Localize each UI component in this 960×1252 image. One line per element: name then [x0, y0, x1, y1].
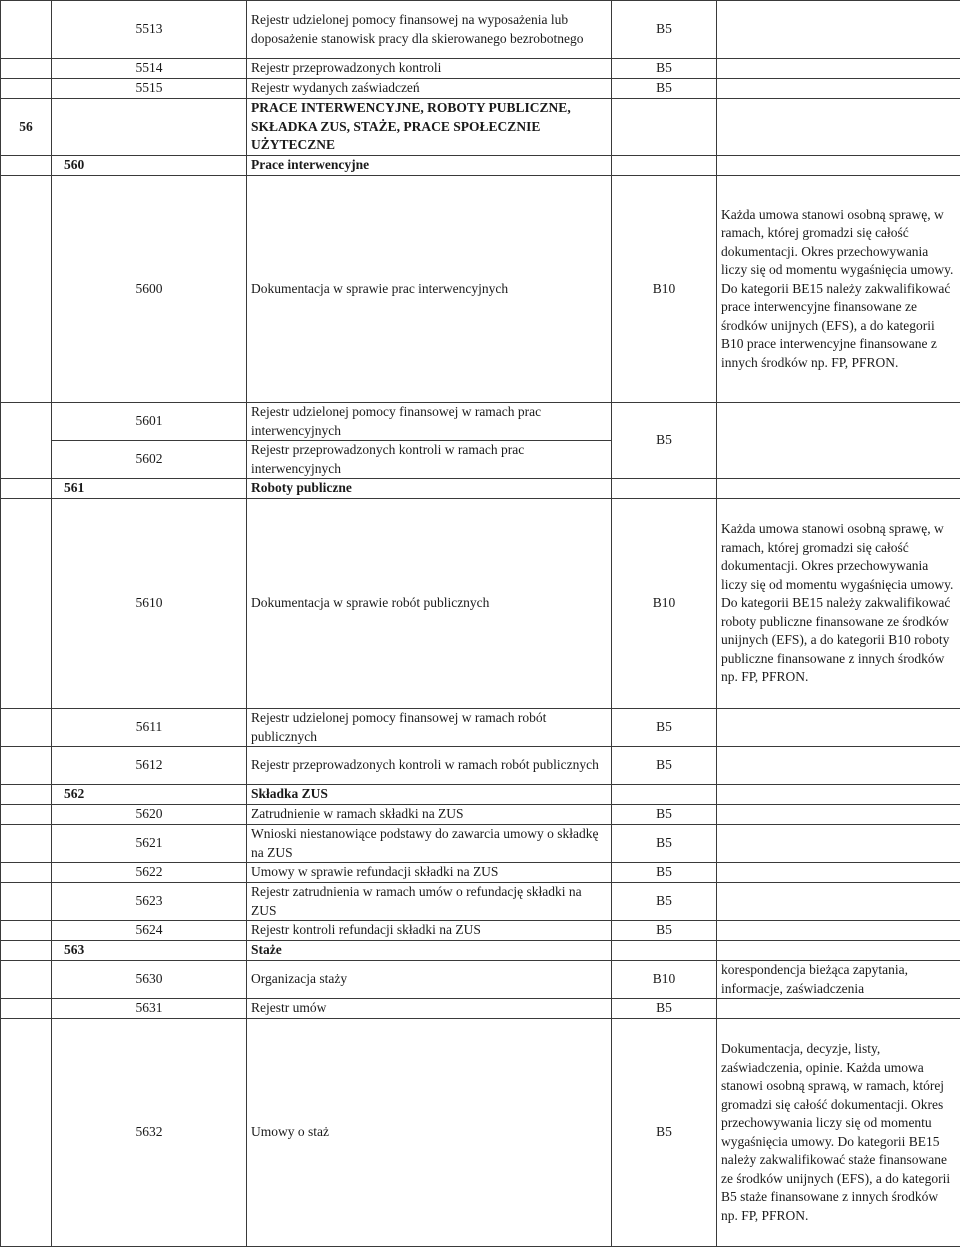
title-cell: Rejestr przeprowadzonych kontroli w ramach robót publicznych: [247, 747, 612, 785]
notes-cell: [717, 99, 960, 156]
symbol-cell: 5623: [52, 883, 247, 921]
section-code-cell: [1, 999, 52, 1019]
symbol-cell: 561: [52, 479, 247, 499]
title-cell: Składka ZUS: [247, 785, 612, 805]
table-row: [1, 499, 960, 709]
table-row: [1, 176, 960, 403]
notes-cell: [717, 709, 960, 747]
section-code-cell: [1, 156, 52, 176]
symbol-cell: 5630: [52, 961, 247, 999]
notes-cell: [717, 863, 960, 883]
symbol-cell: 5624: [52, 921, 247, 941]
title-cell: Staże: [247, 941, 612, 961]
title-cell: Prace interwencyjne: [247, 156, 612, 176]
category-cell: B5: [612, 709, 717, 747]
symbol-cell: 5602: [52, 441, 247, 479]
section-code-cell: [1, 479, 52, 499]
category-cell: [612, 941, 717, 961]
table-row: [1, 825, 960, 863]
category-cell: B5: [612, 1, 717, 59]
table-row: [1, 479, 960, 499]
category-cell: [612, 479, 717, 499]
title-cell: Rejestr zatrudnienia w ramach umów o refundację składki na ZUS: [247, 883, 612, 921]
table-row: [1, 99, 960, 156]
title-cell: Umowy o staż: [247, 1019, 612, 1247]
notes-cell: [717, 403, 960, 479]
section-code-cell: [1, 176, 52, 403]
section-code-cell: [1, 709, 52, 747]
table-row: [1, 1019, 960, 1247]
section-code-cell: [1, 79, 52, 99]
table-row: [1, 403, 960, 441]
symbol-cell: 5631: [52, 999, 247, 1019]
symbol-cell: 5612: [52, 747, 247, 785]
symbol-cell: 5513: [52, 1, 247, 59]
table-row: [1, 1, 960, 59]
title-cell: Rejestr przeprowadzonych kontroli w ramach prac interwencyjnych: [247, 441, 612, 479]
category-cell: B10: [612, 176, 717, 403]
category-cell: B5: [612, 883, 717, 921]
title-cell: Rejestr umów: [247, 999, 612, 1019]
symbol-cell: 5514: [52, 59, 247, 79]
notes-cell: [717, 785, 960, 805]
category-cell: B5: [612, 805, 717, 825]
table-row: [1, 59, 960, 79]
title-cell: Wnioski niestanowiące podstawy do zawarcia umowy o składkę na ZUS: [247, 825, 612, 863]
notes-cell: Dokumentacja, decyzje, listy, zaświadczenia, opinie. Każda umowa stanowi osobną sprawą, w ramach, której gromadzi się całość dokumentacji. Okres przechowywania liczy się od momentu wygaśnięcia umowy. Do kategorii BE15 należy zakwalifikować staże finansowane ze środków unijnych (EFS), a do kategorii B5 staże finansowane z innych środków np. FP, PFRON.: [717, 1019, 960, 1247]
notes-cell: [717, 59, 960, 79]
table-row: [1, 785, 960, 805]
section-code-cell: [1, 1019, 52, 1247]
notes-cell: [717, 941, 960, 961]
section-code-cell: [1, 941, 52, 961]
title-cell: Rejestr udzielonej pomocy finansowej na wyposażenia lub doposażenie stanowisk pracy dla skierowanego bezrobotnego: [247, 1, 612, 59]
table-row: [1, 156, 960, 176]
notes-cell: [717, 999, 960, 1019]
table-row: [1, 805, 960, 825]
section-code-cell: [1, 1, 52, 59]
symbol-cell: 5515: [52, 79, 247, 99]
title-cell: Umowy w sprawie refundacji składki na ZUS: [247, 863, 612, 883]
table-row: [1, 921, 960, 941]
symbol-cell: 5622: [52, 863, 247, 883]
section-code-cell: 56: [1, 99, 52, 156]
category-cell: B5: [612, 59, 717, 79]
notes-cell: Każda umowa stanowi osobną sprawę, w ramach, której gromadzi się całość dokumentacji. Okres przechowywania liczy się od momentu wygaśnięcia umowy. Do kategorii BE15 należy zakwalifikować roboty publiczne finansowane ze środków unijnych (EFS), a do kategorii B10 roboty publiczne finansowane z innych środków np. FP, PFRON.: [717, 499, 960, 709]
title-cell: PRACE INTERWENCYJNE, ROBOTY PUBLICZNE, SKŁADKA ZUS, STAŻE, PRACE SPOŁECZNIE UŻYTECZNE: [247, 99, 612, 156]
section-code-cell: [1, 785, 52, 805]
symbol-cell: 5621: [52, 825, 247, 863]
title-cell: Dokumentacja w sprawie prac interwencyjnych: [247, 176, 612, 403]
category-cell: [612, 156, 717, 176]
table-row: [1, 747, 960, 785]
notes-cell: Każda umowa stanowi osobną sprawę, w ramach, której gromadzi się całość dokumentacji. Okres przechowywania liczy się od momentu wygaśnięcia umowy. Do kategorii BE15 należy zakwalifikować prace interwencyjne finansowane ze środków unijnych (EFS), a do kategorii B10 prace interwencyjne finansowane z innych środków np. FP, PFRON.: [717, 176, 960, 403]
category-cell: B5: [612, 999, 717, 1019]
title-cell: Rejestr udzielonej pomocy finansowej w ramach robót publicznych: [247, 709, 612, 747]
category-cell: B5: [612, 403, 717, 479]
symbol-cell: 5620: [52, 805, 247, 825]
notes-cell: [717, 747, 960, 785]
category-cell: B5: [612, 863, 717, 883]
symbol-cell: 562: [52, 785, 247, 805]
symbol-cell: 5611: [52, 709, 247, 747]
notes-cell: [717, 156, 960, 176]
title-cell: Roboty publiczne: [247, 479, 612, 499]
notes-cell: [717, 479, 960, 499]
section-code-cell: [1, 825, 52, 863]
category-cell: [612, 785, 717, 805]
section-code-cell: [1, 747, 52, 785]
category-cell: [612, 99, 717, 156]
symbol-cell: [52, 99, 247, 156]
symbol-cell: 5610: [52, 499, 247, 709]
notes-cell: [717, 921, 960, 941]
title-cell: Rejestr przeprowadzonych kontroli: [247, 59, 612, 79]
category-cell: B5: [612, 747, 717, 785]
table-row: [1, 883, 960, 921]
section-code-cell: [1, 883, 52, 921]
symbol-cell: 563: [52, 941, 247, 961]
category-cell: B5: [612, 921, 717, 941]
notes-cell: [717, 79, 960, 99]
notes-cell: [717, 805, 960, 825]
category-cell: B10: [612, 499, 717, 709]
category-cell: B5: [612, 79, 717, 99]
table-row: [1, 863, 960, 883]
section-code-cell: [1, 863, 52, 883]
section-code-cell: [1, 59, 52, 79]
notes-cell: korespondencja bieżąca zapytania, informacje, zaświadczenia: [717, 961, 960, 999]
table-row: [1, 709, 960, 747]
table-row: [1, 79, 960, 99]
section-code-cell: [1, 961, 52, 999]
notes-cell: [717, 1, 960, 59]
table-row: [1, 941, 960, 961]
symbol-cell: 5632: [52, 1019, 247, 1247]
symbol-cell: 560: [52, 156, 247, 176]
title-cell: Organizacja staży: [247, 961, 612, 999]
section-code-cell: [1, 403, 52, 479]
category-cell: B10: [612, 961, 717, 999]
title-cell: Rejestr kontroli refundacji składki na ZUS: [247, 921, 612, 941]
section-code-cell: [1, 499, 52, 709]
symbol-cell: 5601: [52, 403, 247, 441]
table-row: [1, 961, 960, 999]
table-row: [1, 999, 960, 1019]
category-cell: B5: [612, 1019, 717, 1247]
notes-cell: [717, 825, 960, 863]
title-cell: Dokumentacja w sprawie robót publicznych: [247, 499, 612, 709]
title-cell: Rejestr udzielonej pomocy finansowej w ramach prac interwencyjnych: [247, 403, 612, 441]
section-code-cell: [1, 921, 52, 941]
section-code-cell: [1, 805, 52, 825]
symbol-cell: 5600: [52, 176, 247, 403]
title-cell: Zatrudnienie w ramach składki na ZUS: [247, 805, 612, 825]
notes-cell: [717, 883, 960, 921]
title-cell: Rejestr wydanych zaświadczeń: [247, 79, 612, 99]
category-cell: B5: [612, 825, 717, 863]
